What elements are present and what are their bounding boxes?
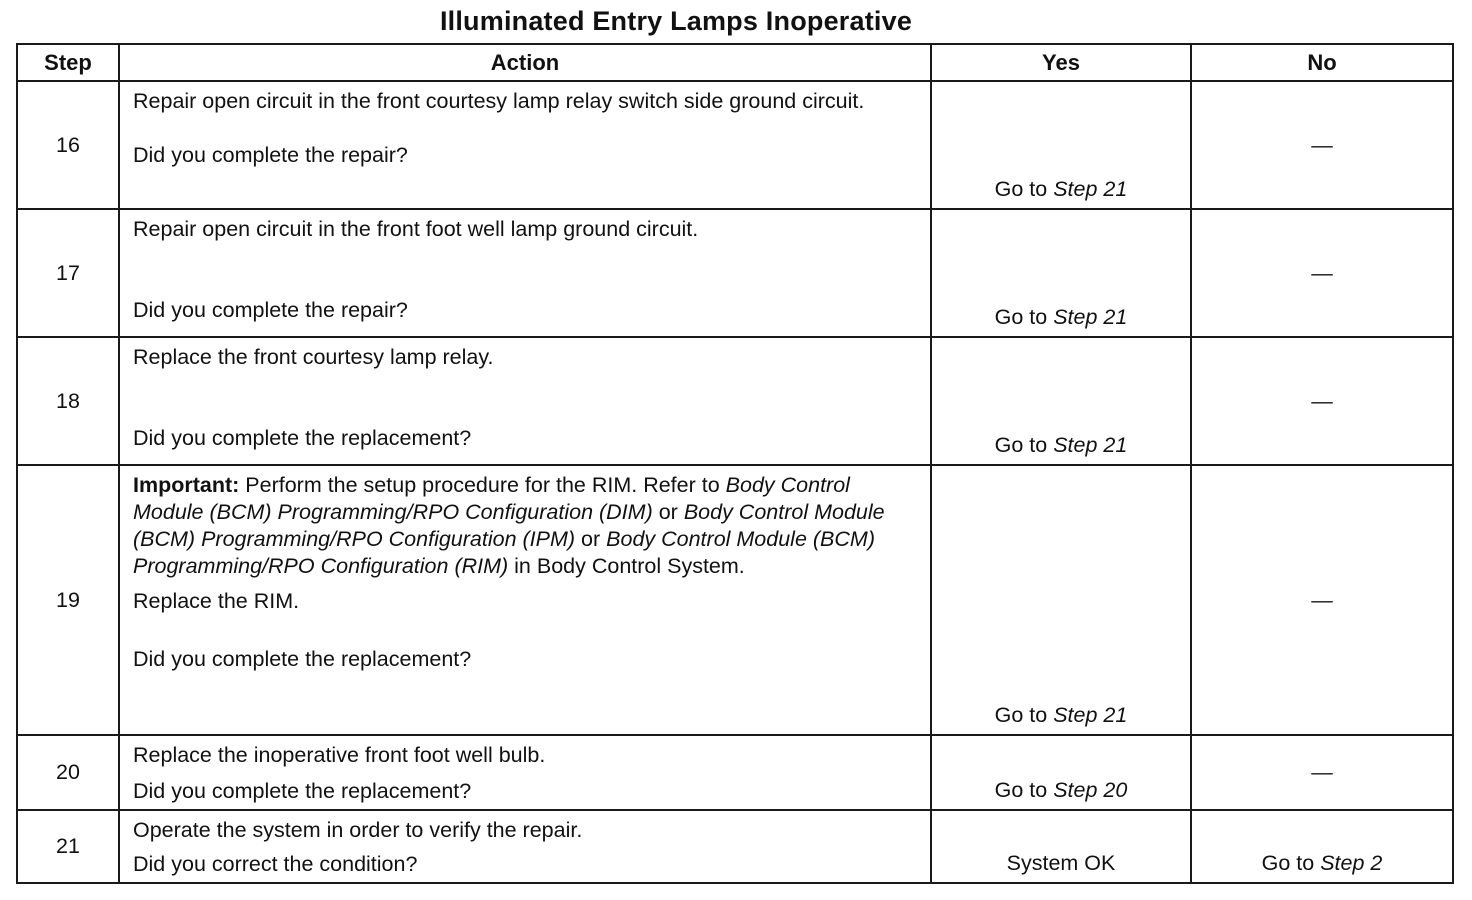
no-cell: [1191, 810, 1453, 883]
action-text: Repair open circuit in the front courtesy lamp relay switch side ground circuit.: [133, 89, 865, 113]
step-link[interactable]: Step 21: [1053, 305, 1128, 329]
action-cell: [119, 465, 931, 735]
yes-cell: [931, 465, 1191, 735]
table-row: [17, 337, 1453, 465]
yes-prefix: Go to: [994, 703, 1054, 727]
question-text: Did you complete the repair?: [133, 298, 408, 322]
no-cell: —: [1191, 337, 1453, 465]
step-link[interactable]: Step 21: [1053, 177, 1128, 201]
important-note: [133, 472, 918, 580]
step-number: 20: [17, 735, 119, 810]
important-intro: Perform the setup procedure for the RIM. Refer to: [239, 473, 726, 497]
step-number: 18: [17, 337, 119, 465]
header-no: No: [1191, 44, 1453, 81]
reference-link[interactable]: Body Control Module (BCM) Programming/RPO Configuration (IPM): [133, 500, 885, 551]
header-action: Action: [119, 44, 931, 81]
step-link[interactable]: Step 21: [1053, 433, 1128, 457]
header-step: Step: [17, 44, 119, 81]
table-row: [17, 810, 1453, 883]
page-title: Illuminated Entry Lamps Inoperative: [439, 6, 913, 36]
no-cell: —: [1191, 209, 1453, 337]
action-text: Replace the RIM.: [133, 589, 300, 613]
yes-prefix: Go to: [994, 433, 1054, 457]
no-prefix: Go to: [1261, 851, 1321, 875]
yes-cell: [931, 735, 1191, 810]
yes-cell: System OK: [931, 810, 1191, 883]
table-row: [17, 81, 1453, 209]
table-row: [17, 465, 1453, 735]
action-text: Repair open circuit in the front foot well lamp ground circuit.: [133, 217, 699, 241]
question-text: Did you complete the repair?: [133, 143, 408, 167]
action-cell: [119, 81, 931, 209]
action-cell: [119, 337, 931, 465]
step-link[interactable]: Step 2: [1320, 851, 1383, 875]
important-label: Important:: [133, 473, 240, 497]
yes-cell: [931, 337, 1191, 465]
no-cell: —: [1191, 465, 1453, 735]
yes-prefix: Go to: [994, 305, 1054, 329]
step-number: 17: [17, 209, 119, 337]
action-text: Replace the front courtesy lamp relay.: [133, 345, 494, 369]
action-text: Operate the system in order to verify the repair.: [133, 818, 583, 842]
step-number: 21: [17, 810, 119, 883]
step-number: 19: [17, 465, 119, 735]
action-cell: [119, 209, 931, 337]
no-cell: —: [1191, 81, 1453, 209]
yes-prefix: Go to: [994, 778, 1054, 802]
yes-cell: [931, 209, 1191, 337]
or-text: or: [575, 527, 607, 551]
question-text: Did you complete the replacement?: [133, 779, 472, 803]
or-text: or: [652, 500, 684, 524]
diagnostic-table: [16, 43, 1454, 884]
reference-link[interactable]: Body Control Module (BCM) Programming/RPO Configuration (RIM): [133, 527, 875, 578]
no-cell: —: [1191, 735, 1453, 810]
question-text: Did you complete the replacement?: [133, 426, 472, 450]
question-text: Did you correct the condition?: [133, 852, 418, 876]
table-row: [17, 209, 1453, 337]
step-number: 16: [17, 81, 119, 209]
question-text: Did you complete the replacement?: [133, 647, 472, 671]
table-row: [17, 735, 1453, 810]
yes-prefix: Go to: [994, 177, 1054, 201]
step-link[interactable]: Step 20: [1053, 778, 1128, 802]
table-header-row: [17, 44, 1453, 81]
action-text: Replace the inoperative front foot well bulb.: [133, 743, 546, 767]
in-text: in Body Control System.: [508, 554, 745, 578]
reference-link[interactable]: Body Control Module (BCM) Programming/RPO Configuration (DIM): [133, 473, 850, 524]
action-cell: [119, 810, 931, 883]
header-yes: Yes: [931, 44, 1191, 81]
action-cell: [119, 735, 931, 810]
yes-cell: [931, 81, 1191, 209]
step-link[interactable]: Step 21: [1053, 703, 1128, 727]
